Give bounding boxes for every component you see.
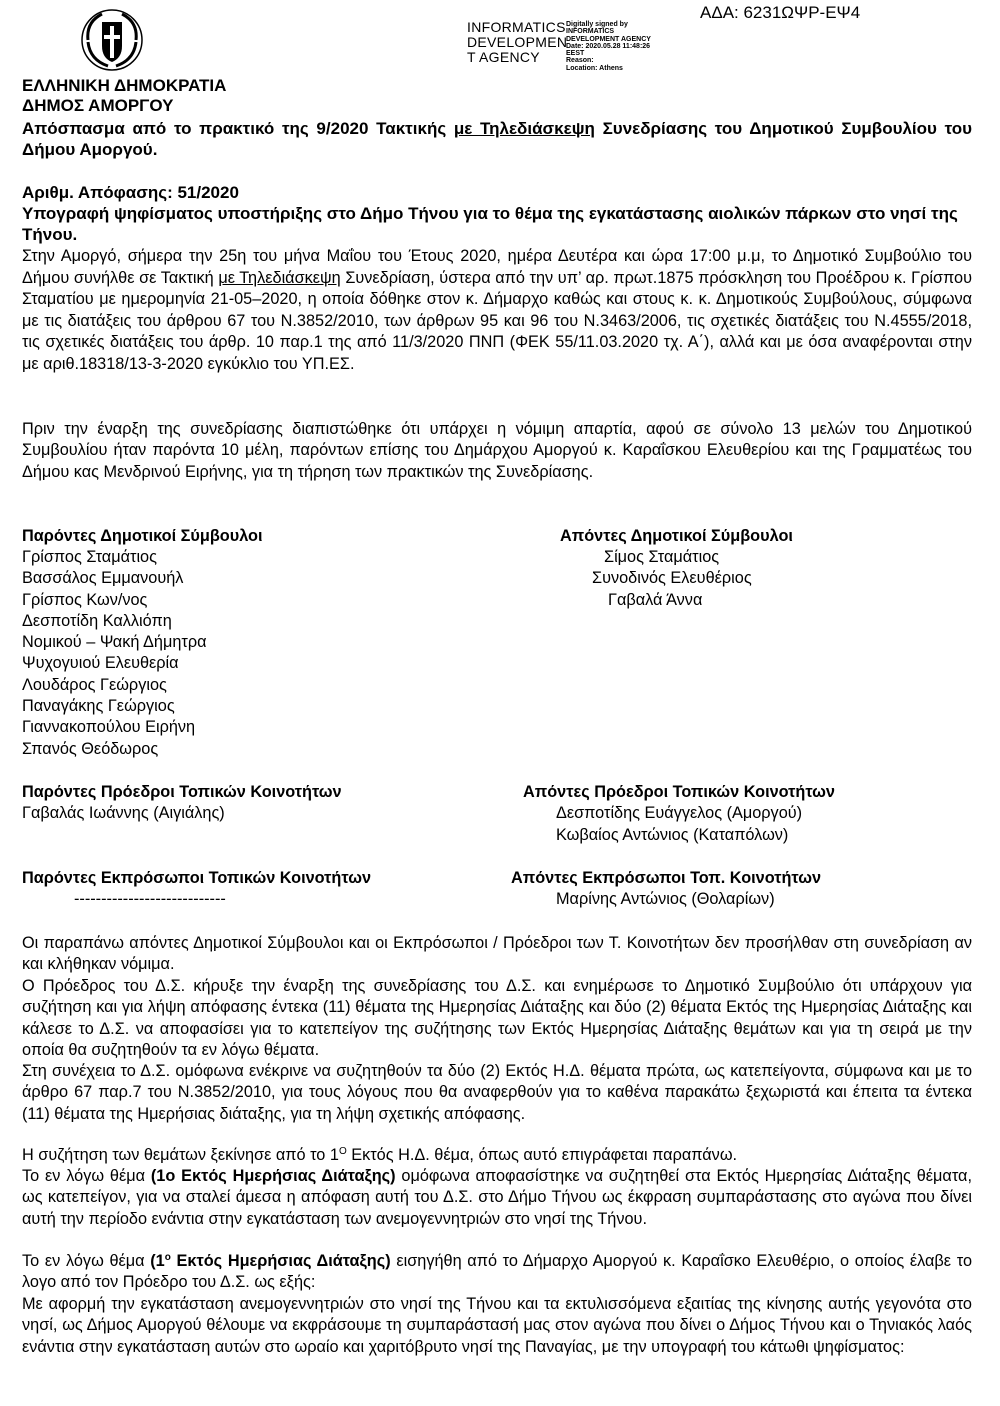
list-item: Λουδάρος Γεώργιος — [22, 675, 167, 694]
decision-subject: Υπογραφή ψηφίσματος υποστήριξης στο Δήμο Τήνου για το θέμα της εγκατάστασης αιολικών πάρκων στο νησί της Τήνου. — [22, 204, 958, 244]
signature-detail-line: EEST — [566, 50, 585, 58]
signature-detail-line: Digitally signed by — [566, 21, 628, 28]
republic-heading: ΕΛΛΗΝΙΚΗ ΔΗΜΟΚΡΑΤΙΑ — [22, 76, 227, 95]
signature-details — [566, 21, 686, 72]
list-item: Σπανός Θεόδωρος — [22, 739, 159, 758]
list-item: Γρίσπος Σταμάτιος — [22, 548, 157, 566]
list-item: Βασσάλος Εμμανουήλ — [22, 569, 184, 588]
present-reps-title: Παρόντες Εκπρόσωποι Τοπικών Κοινοτήτων — [22, 869, 372, 887]
signature-detail-line: Reason: — [566, 57, 594, 65]
present-presidents-title: Παρόντες Πρόεδροι Τοπικών Κοινοτήτων — [22, 783, 342, 801]
list-item: Δεσποτίδης Ευάγγελος (Αμοργού) — [556, 804, 803, 822]
signature-detail-line: INFORMATICS — [566, 28, 615, 36]
list-item: Συνοδινός Ελευθέριος — [592, 569, 752, 587]
list-item: Γαβαλά Άννα — [608, 591, 703, 609]
quorum-paragraph: Πριν την έναρξη της συνεδρίασης διαπιστώθηκε ότι υπάρχει η νόμιμη απαρτία, αφού σε σύνολο 13 μελών του Δημοτικού Συμβουλίου ήταν παρόντα 10 μέλη, παρόντων επίσης του Δημάρχου Αμοργού κ. Καραΐσκου Ελευθερίου και της Γραμματέως του Δήμου κας Μενδρινού Ειρήνης, για τη τήρηση των πρακτικών της Συνεδρίασης. — [22, 420, 972, 481]
list-item: Ψυχογυιού Ελευθερία — [22, 654, 179, 673]
absence-paragraph: Οι παραπάνω απόντες Δημοτικοί Σύμβουλοι και οι Εκπρόσωποι / Πρόεδροι των Τ. Κοινοτήτων δεν προσήλθαν στη συνεδρίαση αν και κλήθηκαν νόμιμα. — [22, 934, 972, 974]
coat-of-arms-icon — [80, 8, 144, 72]
excerpt-title: Απόσπασμα από το πρακτικό της 9/2020 Τακτικής με Τηλεδιάσκεψη Συνεδρίασης του Δημοτικού Συμβουλίου του Δήμου Αμοργού. — [22, 119, 973, 159]
signature-detail-line: Date: 2020.05.28 11:48:26 — [566, 42, 651, 50]
decision-number: Αριθμ. Απόφασης: 51/2020 — [22, 183, 239, 202]
signer-name: INFORMATICS DEVELOPMEN T AGENCY — [467, 19, 568, 65]
mayor-introduction-paragraph: Το εν λόγω θέμα ($1^o$ Εκτός Ημερήσιας Διάταξης) εισηγήθη από το Δήμαρχο Αμοργού κ. Καραΐσκο Ελευθέριο, ο οποίος έλαβε το λογο από τον Πρόεδρο του Δ.Σ. ως εξής: — [22, 1252, 972, 1292]
absent-reps-title: Απόντες Εκπρόσωποι Τοπ. Κοινοτήτων — [511, 869, 822, 887]
urgent-topic-paragraph: Το εν λόγω θέμα (1ο Εκτός Ημερήσιας Διάταξης) ομόφωνα αποφασίστηκε να συζητηθεί στα Εκτός Ημερησίας Διάταξης θέματα, ως κατεπείγον, για να σταλεί άμεσα η απόφαση αυτή του Δ.Σ. στο Δήμο Τήνου ως έκφραση συμπαράστασης στο αγώνα που δίνει αυτή την περίοδο ενάντια στην εγκατάσταση των ανεμογεννητριών στο νησί της Τήνου. — [22, 1167, 972, 1228]
ada-code: ΑΔΑ: 6231ΩΨΡ-ΕΨ4 — [700, 3, 861, 22]
present-councillors-title: Παρόντες Δημοτικοί Σύμβουλοι — [22, 527, 263, 545]
approval-paragraph: Στη συνέχεια το Δ.Σ. ομόφωνα ενέκρινε να συζητηθούν τα δύο (2) Εκτός Η.Δ. θέματα πρώτα, ως κατεπείγοντα, σύμφωνα και με το άρθρο 67 παρ.7 του Ν.3852/2010, για τους λόγους που θα αναφερθούν για το καθένα παρακάτω ξεχωριστά και έπειτα τα έντεκα (11) θέματα της Ημερήσιας διάταξης, για τη λήψη σχετικής απόφασης. — [22, 1062, 972, 1123]
resolution-intro-paragraph: Με αφορμή την εγκατάσταση ανεμογεννητριών στο νησί της Τήνου και τα εκτυλισσόμενα εξαιτίας της κίνησης αυτής γεγονότα στο νησί, ως Δήμος Αμοργού θέλουμε να εκφράσουμε τη συμπαράστασή μας στον αγώνα που δίνει ο Δήμος Τήνου και ο Τηνιακός λαός ενάντια στην εγκατάσταση αυτών στο ωραίο και χαριτόβρυτο νησί της Παναγίας, με την υπογραφή του κάτωθι ψηφίσματος: — [22, 1295, 972, 1356]
list-item: Γιαννακοπούλου Ειρήνη — [22, 718, 196, 737]
absent-councillors-title: Απόντες Δημοτικοί Σύμβουλοι — [560, 527, 793, 545]
intro-paragraph: Στην Αμοργό, σήμερα την 25η του μήνα Μαΐου του Έτους 2020, ημέρα Δευτέρα και ώρα 17:00 μ.μ, το Δημοτικό Συμβούλιο του Δήμου συνήλθε σε Τακτική με Τηλεδιάσκεψη Συνεδρίαση, ύστερα από την υπ’ αρ. πρωτ.1875 πρόσκληση του Προέδρου κ. Γρίσπου Σταματίου με ημερομηνία 21-05–2020, η οποία δόθηκε στον κ. Δήμαρχο καθώς και στους κ. κ. Δημοτικούς Συμβούλους, σύμφωνα με τις διατάξεις του άρθρου 67 του Ν.3852/2010, των άρθρων 95 και 96 του Ν.3463/2006, τις σχετικές διατάξεις του Ν.4555/2018, τις σχετικές διατάξεις του άρθρ. 10 παρ.1 της από 11/3/2020 ΠΝΠ (ΦΕΚ 55/11.03.2020 τχ. Α΄), αλλά και με όσα αναφέρονται στην με αριθ.18318/13-3-2020 εγκύκλιο του ΥΠ.ΕΣ. — [22, 247, 972, 373]
present-reps-placeholder: ---------------------------- — [74, 890, 226, 908]
list-item: Γαβαλάς Ιωάννης (Αιγιάλης) — [22, 804, 225, 822]
signature-detail-line: DEVELOPMENT AGENCY — [566, 35, 651, 43]
signature-detail-line: Location: Athens — [566, 64, 623, 72]
opening-paragraph: Ο Πρόεδρος του Δ.Σ. κήρυξε την έναρξη της συνεδρίασης του Δ.Σ. και ενημέρωσε το Δημοτικό Συμβούλιο ότι υπάρχουν για συζήτηση και για λήψη απόφασης έντεκα (11) θέματα της Ημερησίας Διάταξης και δύο (2) θέματα Εκτός της Ημερησίας Διάταξης και κάλεσε το Δ.Σ. να αποφασίσει για το κατεπείγον της συζήτησης των Εκτός Ημερησίας Διάταξης θεμάτων και για τη σειρά με την οποία θα συζητηθούν τα εν λόγω θέματα. — [22, 977, 972, 1059]
municipality-heading: ΔΗΜΟΣ ΑΜΟΡΓΟΥ — [22, 96, 174, 115]
list-item: Παναγάκης Γεώργιος — [22, 697, 175, 716]
list-item: Νομικού – Ψακή Δήμητρα — [22, 633, 207, 652]
discussion-start-paragraph: Η συζήτηση των θεμάτων ξεκίνησε από το $1^O$ Εκτός Η.Δ. θέμα, όπως αυτό επιγράφεται παραπάνω. — [22, 1146, 738, 1164]
absent-presidents-title: Απόντες Πρόεδροι Τοπικών Κοινοτήτων — [523, 783, 835, 801]
list-item: Κωβαίος Αντώνιος (Καταπόλων) — [556, 826, 789, 844]
list-item: Σίμος Σταμάτιος — [604, 548, 720, 566]
list-item: Γρίσπος Κων/νος — [22, 590, 148, 609]
list-item: Δεσποτίδη Καλλιόπη — [22, 611, 172, 630]
present-councillors-list — [22, 547, 207, 760]
list-item: Μαρίνης Αντώνιος (Θολαρίων) — [556, 890, 775, 908]
